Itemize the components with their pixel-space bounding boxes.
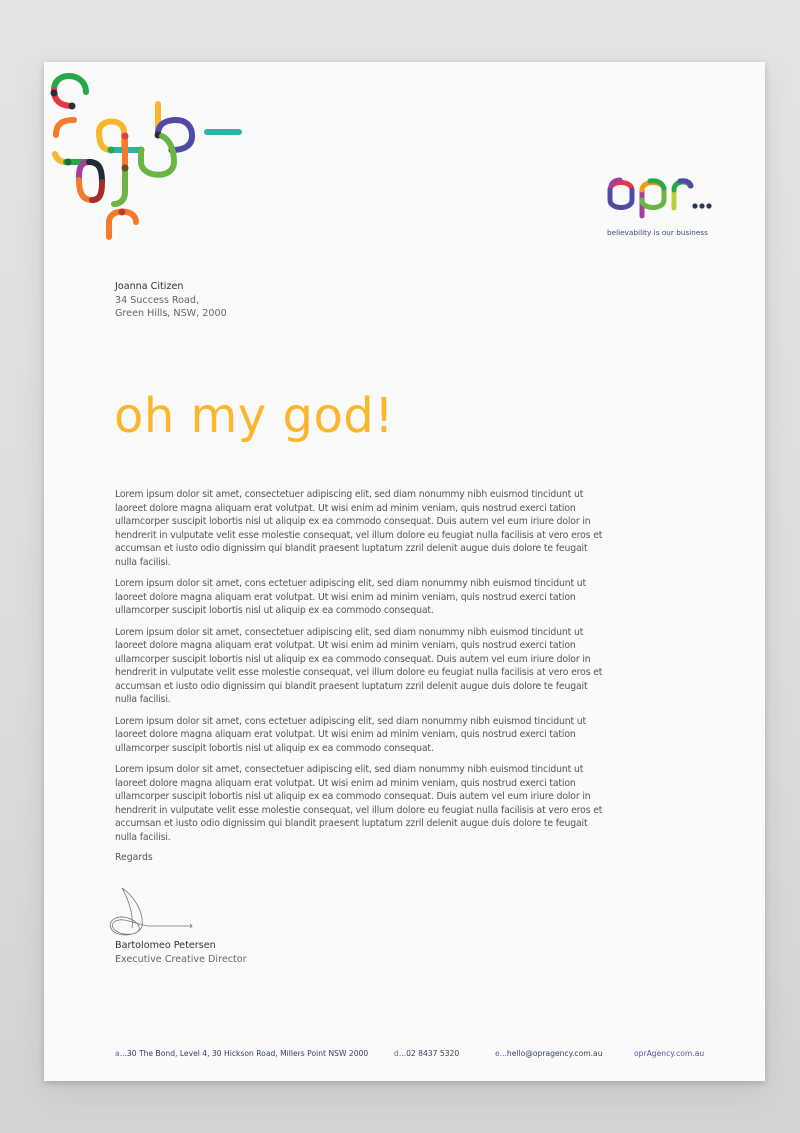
footer-phone-prefix: d...	[394, 1049, 407, 1058]
recipient-name: Joanna Citizen	[115, 281, 184, 292]
footer-email	[495, 1049, 603, 1058]
recipient-address-block	[115, 280, 227, 321]
footer-address-text: 30 The Bond, Level 4, 30 Hickson Road, Millers Point NSW 2000	[126, 1049, 369, 1058]
letterhead-page	[44, 62, 765, 1081]
footer-address-prefix: a...	[115, 1049, 127, 1058]
body-paragraph: Lorem ipsum dolor sit amet, cons ectetuer adipiscing elit, sed diam nonummy nibh euismod tincidunt ut laoreet dolore magna aliquam erat volutpat. Ut wisi enim ad minim veniam, quis nostrud exerci tation ullamcorper suscipit lobortis nisl ut aliquip ex ea commodo consequat.	[115, 715, 586, 754]
body-paragraph: Lorem ipsum dolor sit amet, cons ectetuer adipiscing elit, sed diam nonummy nibh euismod tincidunt ut laoreet dolore magna aliquam erat volutpat. Ut wisi enim ad minim veniam, quis nostrud exerci tation ullamcorper suscipit lobortis nisl ut aliquip ex ea commodo consequat.	[115, 578, 586, 616]
letterhead-footer	[115, 1049, 715, 1063]
footer-address	[115, 1049, 368, 1058]
letter-headline: oh my god!	[114, 388, 395, 444]
brand-tagline: believability is our business	[607, 228, 708, 237]
opr-logo-icon	[606, 172, 716, 222]
signer-name: Bartolomeo Petersen	[115, 940, 216, 951]
handwritten-signature-icon	[104, 882, 214, 942]
footer-website-link[interactable]: oprAgency.com.au	[634, 1049, 705, 1058]
letter-body	[115, 488, 605, 852]
footer-email-text[interactable]: hello@opragency.com.au	[506, 1049, 603, 1058]
recipient-address-line1: 34 Success Road,	[115, 294, 200, 306]
closing-text: Regards	[115, 852, 153, 863]
body-paragraph: Lorem ipsum dolor sit amet, consectetuer adipiscing elit, sed diam nonummy nibh euismod tincidunt ut laoreet dolore magna aliquam erat volutpat. Ut wisi enim ad minim veniam, quis nostrud exerci tation ullamcorper suscipit lobortis nisl ut aliquip ex ea commodo consequat. Duis autem vel eum iriure dolor in hendrerit in vulputate velit esse molestie consequat, vel illum dolore eu feugiat nulla facilisis at vero eros et accumsan et iusto odio dignissim qui blandit praesent luptatum zzril delenit augue duis dolore te feugait nulla facilisi.	[115, 626, 603, 705]
signer-block	[115, 939, 247, 966]
recipient-address-line2: Green Hills, NSW, 2000	[115, 308, 227, 319]
decorative-letters-graphic-icon	[44, 62, 244, 242]
footer-phone	[394, 1049, 459, 1058]
body-paragraph: Lorem ipsum dolor sit amet, consectetuer adipiscing elit, sed diam nonummy nibh euismod tincidunt ut laoreet dolore magna aliquam erat volutpat. Ut wisi enim ad minim veniam, quis nostrud exerci tation ullamcorper suscipit lobortis nisl ut aliquip ex ea commodo consequat. Duis autem vel eum iriure dolor in hendrerit in vulputate velit esse molestie consequat, vel illum dolore eu feugiat nulla facilisis at vero eros et accumsan et iusto odio dignissim qui blandit praesent luptatum zzril delenit augue duis dolore te feugait nulla facilisi.	[115, 764, 603, 843]
footer-phone-text: 02 8437 5320	[406, 1049, 460, 1058]
signer-title: Executive Creative Director	[115, 953, 247, 965]
footer-email-prefix: e...	[495, 1049, 507, 1058]
body-paragraph: Lorem ipsum dolor sit amet, consectetuer adipiscing elit, sed diam nonummy nibh euismod tincidunt ut laoreet dolore magna aliquam erat volutpat. Ut wisi enim ad minim veniam, quis nostrud exerci tation ullamcorper suscipit lobortis nisl ut aliquip ex ea commodo consequat. Duis autem vel eum iriure dolor in hendrerit in vulputate velit esse molestie consequat, vel illum dolore eu feugiat nulla facilisis at vero eros et accumsan et iusto odio dignissim qui blandit praesent luptatum zzril delenit augue duis dolore te feugait nulla facilisi.	[115, 489, 603, 568]
